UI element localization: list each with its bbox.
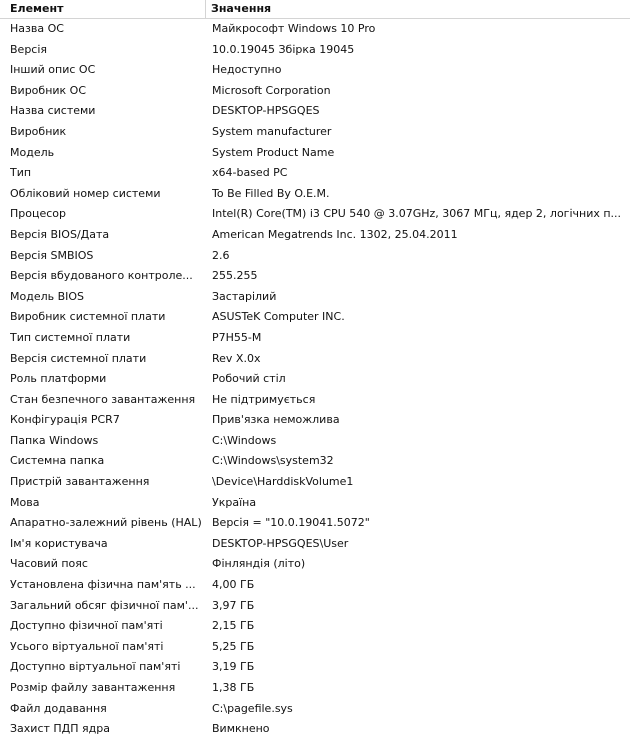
row-item-value: 255.255 <box>212 269 258 283</box>
table-row[interactable] <box>0 81 630 102</box>
row-item-name: Інший опис ОС <box>10 63 96 77</box>
row-item-name: Назва системи <box>10 104 96 118</box>
table-row[interactable] <box>0 101 630 122</box>
row-item-value: C:\Windows\system32 <box>212 454 334 468</box>
table-row[interactable] <box>0 390 630 411</box>
row-item-value: C:\pagefile.sys <box>212 701 293 715</box>
row-item-name: Файл додавання <box>10 701 107 715</box>
row-item-name: Роль платформи <box>10 372 107 386</box>
row-item-value: DESKTOP-HPSGQES <box>212 104 320 118</box>
table-body <box>0 19 630 736</box>
row-item-name: Часовий пояс <box>10 557 88 571</box>
row-item-name: Усього віртуальної пам'яті <box>10 639 164 653</box>
row-item-name: Процесор <box>10 207 66 221</box>
table-header <box>0 0 630 19</box>
row-item-value: ASUSTeK Computer INC. <box>212 310 345 324</box>
row-item-name: Ім'я користувача <box>10 536 108 550</box>
table-row[interactable] <box>0 60 630 81</box>
table-row[interactable] <box>0 163 630 184</box>
table-row[interactable] <box>0 349 630 370</box>
table-row[interactable] <box>0 493 630 514</box>
row-item-name: Назва ОС <box>10 22 64 35</box>
row-item-value: Rev X.0x <box>212 351 261 365</box>
row-item-name: Розмір файлу завантаження <box>10 681 176 694</box>
row-item-value: Фінляндія (літо) <box>212 557 306 571</box>
table-row[interactable] <box>0 575 630 596</box>
row-item-name: Пристрій завантаження <box>10 475 150 489</box>
row-item-value: Застарілий <box>212 289 277 303</box>
row-item-name: Захист ПДП ядра <box>10 722 110 736</box>
table-row[interactable] <box>0 637 630 658</box>
row-item-value: C:\Windows <box>212 433 277 447</box>
table-row[interactable] <box>0 699 630 720</box>
table-row[interactable] <box>0 534 630 555</box>
table-row[interactable] <box>0 513 630 534</box>
row-item-name: Стан безпечного завантаження <box>10 392 196 406</box>
row-item-name: Версія системної плати <box>10 351 147 365</box>
table-row[interactable] <box>0 616 630 637</box>
row-item-value: To Be Filled By O.E.M. <box>212 186 330 200</box>
row-item-value: 1,38 ГБ <box>212 681 255 694</box>
row-item-value: 3,97 ГБ <box>212 598 255 612</box>
column-header-item[interactable]: Елемент <box>10 2 64 15</box>
table-row[interactable] <box>0 40 630 61</box>
table-row[interactable] <box>0 266 630 287</box>
table-row[interactable] <box>0 369 630 390</box>
row-item-name: Папка Windows <box>10 433 99 447</box>
row-item-name: Тип системної плати <box>10 330 131 344</box>
row-item-value: Не підтримується <box>212 392 316 406</box>
row-item-value: Microsoft Corporation <box>212 83 331 97</box>
row-item-name: Установлена фізична пам'ять ... <box>10 578 196 592</box>
row-item-name: Модель <box>10 145 55 159</box>
table-row[interactable] <box>0 307 630 328</box>
row-item-name: Загальний обсяг фізичної пам'... <box>10 598 199 612</box>
table-row[interactable] <box>0 431 630 452</box>
table-row[interactable] <box>0 19 630 40</box>
table-row[interactable] <box>0 410 630 431</box>
row-item-name: Версія SMBIOS <box>10 248 94 262</box>
row-item-name: Тип <box>10 166 32 180</box>
row-item-value: System Product Name <box>212 145 335 159</box>
table-row[interactable] <box>0 328 630 349</box>
table-row[interactable] <box>0 122 630 143</box>
row-item-value: Майкрософт Windows 10 Pro <box>212 22 376 35</box>
table-row[interactable] <box>0 143 630 164</box>
row-item-value: \Device\HarddiskVolume1 <box>212 475 354 489</box>
row-item-value: 2.6 <box>212 248 230 262</box>
row-item-value: 2,15 ГБ <box>212 619 255 633</box>
row-item-value: American Megatrends Inc. 1302, 25.04.2011 <box>212 227 458 241</box>
row-item-name: Системна папка <box>10 454 105 468</box>
row-item-name: Виробник <box>10 124 67 138</box>
row-item-name: Модель BIOS <box>10 289 85 303</box>
column-resize-handle[interactable] <box>205 0 206 18</box>
row-item-value: Прив'язка неможлива <box>212 413 340 427</box>
row-item-value: Вимкнено <box>212 722 270 736</box>
row-item-value: 4,00 ГБ <box>212 578 255 592</box>
row-item-name: Виробник системної плати <box>10 310 166 324</box>
row-item-value: Україна <box>212 495 257 509</box>
row-item-value: 10.0.19045 Збірка 19045 <box>212 42 355 56</box>
table-row[interactable] <box>0 246 630 267</box>
row-item-value: Робочий стіл <box>212 372 286 386</box>
row-item-name: Обліковий номер системи <box>10 186 161 200</box>
table-row[interactable] <box>0 596 630 617</box>
row-item-name: Виробник ОС <box>10 83 87 97</box>
row-item-value: x64-based PC <box>212 166 288 180</box>
row-item-value: P7H55-M <box>212 330 262 344</box>
table-row[interactable] <box>0 554 630 575</box>
row-item-name: Конфігурація PCR7 <box>10 413 120 427</box>
table-row[interactable] <box>0 657 630 678</box>
table-row[interactable] <box>0 287 630 308</box>
row-item-value: Версія = "10.0.19041.5072" <box>212 516 370 530</box>
row-item-name: Апаратно-залежний рівень (HAL) <box>10 516 202 530</box>
row-item-value: Intel(R) Core(TM) i3 CPU 540 @ 3.07GHz, 3067 МГц, ядер 2, логічних п... <box>212 207 622 221</box>
table-row[interactable] <box>0 184 630 205</box>
row-item-name: Версія BIOS/Дата <box>10 227 110 241</box>
row-item-value: Недоступно <box>212 63 282 77</box>
row-item-name: Мова <box>10 495 40 509</box>
row-item-name: Версія <box>10 42 48 56</box>
row-item-value: System manufacturer <box>212 124 332 138</box>
row-item-name: Версія вбудованого контроле... <box>10 269 193 283</box>
row-item-name: Доступно фізичної пам'яті <box>10 619 163 633</box>
table-row[interactable] <box>0 225 630 246</box>
table-row[interactable] <box>0 678 630 699</box>
table-row[interactable] <box>0 719 630 740</box>
row-item-value: 5,25 ГБ <box>212 639 255 653</box>
table-row[interactable] <box>0 204 630 225</box>
row-item-value: DESKTOP-HPSGQES\User <box>212 536 349 550</box>
column-header-value[interactable]: Значення <box>211 2 272 15</box>
row-item-value: 3,19 ГБ <box>212 660 255 674</box>
table-row[interactable] <box>0 472 630 493</box>
table-row[interactable] <box>0 451 630 472</box>
row-item-name: Доступно віртуальної пам'яті <box>10 660 181 674</box>
